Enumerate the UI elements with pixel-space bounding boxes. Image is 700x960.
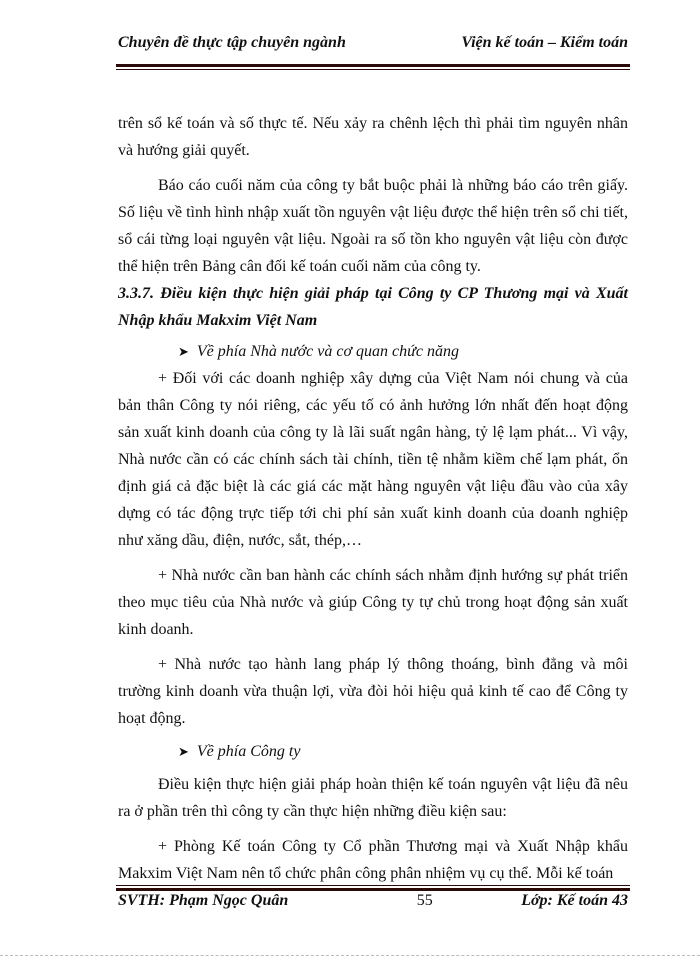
header-right: Viện kế toán – Kiểm toán (461, 34, 628, 51)
arrow-right-icon: ➤ (178, 744, 189, 759)
page-separator (0, 955, 700, 956)
paragraph: + Phòng Kế toán Công ty Cổ phần Thương mại và Xuất Nhập khẩu Makxim Việt Nam nên tổ chức phân công phân nhiệm vụ cụ thể. Mỗi kế toán (118, 838, 628, 882)
footer-rule (116, 885, 630, 891)
page-content (118, 110, 628, 887)
page-footer (118, 892, 628, 910)
bullet-label: Về phía Công ty (196, 743, 301, 760)
bullet-item (178, 738, 628, 765)
arrow-right-icon: ➤ (178, 344, 189, 359)
bullet-item (178, 338, 628, 365)
page-number: 55 (416, 892, 433, 909)
section-heading: 3.3.7. Điều kiện thực hiện giải pháp tại Công ty CP Thương mại và Xuất Nhập khẩu Makxim Việt Nam (118, 285, 628, 329)
paragraph: + Nhà nước tạo hành lang pháp lý thông thoáng, bình đẳng và môi trường kinh doanh vừa thuận lợi, vừa đòi hỏi hiệu quả kinh tế cao để Công ty hoạt động. (118, 656, 628, 727)
paragraph: Điều kiện thực hiện giải pháp hoàn thiện kế toán nguyên vật liệu đã nêu ra ở phần trên thì công ty cần thực hiện những điều kiện sau: (118, 776, 628, 820)
footer-student: SVTH: Phạm Ngọc Quân (118, 892, 289, 909)
paragraph: trên sổ kế toán và số thực tế. Nếu xảy ra chênh lệch thì phải tìm nguyên nhân và hướng giải quyết. (118, 115, 628, 159)
header-rule (116, 64, 630, 70)
page-header (118, 34, 628, 52)
footer-class: Lớp: Kế toán 43 (521, 892, 628, 909)
paragraph: + Đối với các doanh nghiệp xây dựng của Việt Nam nói chung và của bản thân Công ty nói riêng, các yếu tố có ảnh hưởng lớn nhất đến hoạt động sản xuất kinh doanh của công ty là lãi suất ngân hàng, tỷ lệ lạm phát... Vì vậy, Nhà nước cần có các chính sách tài chính, tiền tệ nhằm kiềm chế lạm phát, ổn định giá cả đặc biệt là các giá các mặt hàng nguyên vật liệu đầu vào của xây dựng có tác động trực tiếp tới chi phí sản xuất kinh doanh của doanh nghiệp như xăng dầu, điện, nước, sắt, thép,… (118, 370, 628, 549)
paragraph: + Nhà nước cần ban hành các chính sách nhằm định hướng sự phát triển theo mục tiêu của Nhà nước và giúp Công ty tự chủ trong hoạt động sản xuất kinh doanh. (118, 567, 628, 638)
bullet-label: Về phía Nhà nước và cơ quan chức năng (196, 343, 459, 360)
paragraph: Báo cáo cuối năm của công ty bắt buộc phải là những báo cáo trên giấy. Số liệu về tình hình nhập xuất tồn nguyên vật liệu được thể hiện trên sổ chi tiết, sổ cái từng loại nguyên vật liệu. Ngoài ra số tồn kho nguyên vật liệu còn được thể hiện trên Bảng cân đối kế toán cuối năm của công ty. (118, 177, 628, 275)
header-left: Chuyên đề thực tập chuyên ngành (118, 34, 346, 51)
